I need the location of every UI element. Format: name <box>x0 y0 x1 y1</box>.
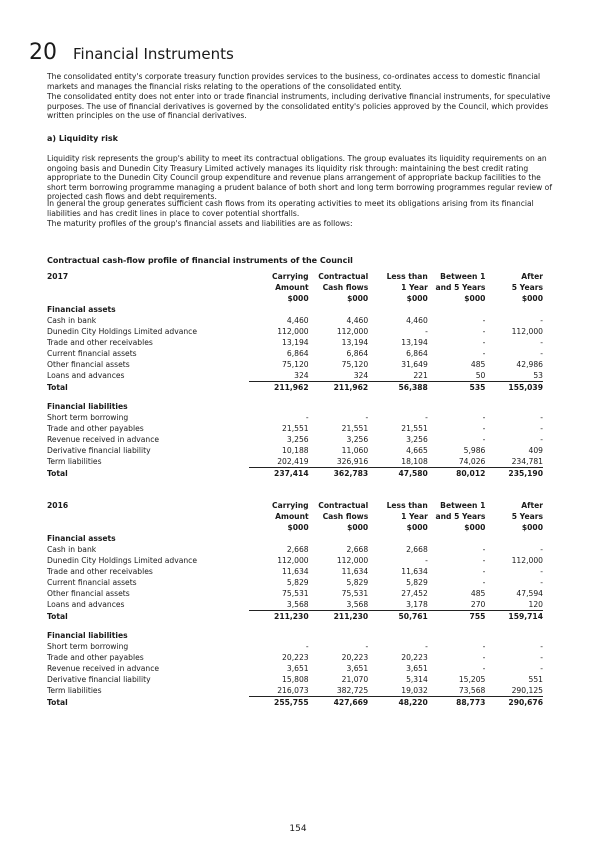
header-row-3 <box>47 522 543 533</box>
col-unit: $000 <box>464 294 486 303</box>
value-cell: 75,531 <box>341 589 369 598</box>
col-unit: $000 <box>521 523 543 532</box>
value-cell: - <box>482 653 486 662</box>
value-cell: 3,651 <box>406 664 428 673</box>
value-cell: 13,194 <box>401 338 428 347</box>
col-unit: $000 <box>406 294 428 303</box>
col-header: Cash flows <box>322 512 369 521</box>
total-cell: 155,039 <box>508 383 543 392</box>
value-cell: 15,808 <box>282 675 309 684</box>
table-2017 <box>47 271 543 479</box>
value-cell: - <box>425 642 428 651</box>
value-cell: - <box>482 556 486 565</box>
row-label: Cash in bank <box>47 316 97 325</box>
value-cell: - <box>540 567 543 576</box>
table-row <box>47 423 543 434</box>
total-cell: 255,755 <box>274 698 309 707</box>
value-cell: 50 <box>428 370 486 382</box>
table-row <box>47 577 543 588</box>
col-unit: $000 <box>464 523 486 532</box>
value-cell: 551 <box>528 675 543 684</box>
value-cell: - <box>540 653 543 662</box>
col-header: Less than <box>386 501 428 510</box>
value-cell: 216,073 <box>249 685 309 697</box>
row-label: Current financial assets <box>47 578 137 587</box>
value-cell: 2,668 <box>406 545 428 554</box>
col-unit: $000 <box>347 294 369 303</box>
total-label: Total <box>47 468 68 478</box>
col-unit: $000 <box>347 523 369 532</box>
value-cell: 11,060 <box>341 446 369 455</box>
value-cell: - <box>482 327 486 336</box>
row-label: Cash in bank <box>47 545 97 554</box>
total-row <box>47 382 543 394</box>
value-cell: 21,551 <box>341 424 369 433</box>
col-header: and 5 Years <box>435 512 486 521</box>
col-header: After <box>521 501 543 510</box>
header-row-2 <box>47 282 543 293</box>
table-2016 <box>47 500 543 708</box>
value-cell: 5,829 <box>346 578 369 587</box>
section-label: Financial liabilities <box>47 631 128 640</box>
value-cell: 3,256 <box>286 435 309 444</box>
value-cell: 485 <box>470 589 486 598</box>
value-cell: - <box>482 338 486 347</box>
row-label: Other financial assets <box>47 360 130 369</box>
page-number: 154 <box>289 824 307 834</box>
row-label: Term liabilities <box>47 457 102 467</box>
value-cell: - <box>425 556 428 565</box>
table-row <box>47 599 543 611</box>
col-header: Between 1 <box>440 501 486 510</box>
value-cell: - <box>540 435 543 444</box>
header-row-1 <box>47 500 543 511</box>
value-cell: 15,205 <box>458 675 486 684</box>
total-cell: 56,388 <box>398 383 428 392</box>
row-label: Derivative financial liability <box>47 446 151 455</box>
value-cell: 326,916 <box>309 456 369 468</box>
row-label: Loans and advances <box>47 600 125 610</box>
section-heading <box>29 40 234 65</box>
table-title: Contractual cash-flow profile of financial instruments of the Council <box>47 256 353 265</box>
table-row <box>47 663 543 674</box>
row-label: Short term borrowing <box>47 413 129 422</box>
value-cell: - <box>482 316 486 325</box>
value-cell: - <box>482 349 486 358</box>
value-cell: - <box>305 413 309 422</box>
value-cell: 120 <box>485 599 543 611</box>
col-header: 1 Year <box>401 512 428 521</box>
total-label: Total <box>47 382 68 392</box>
value-cell: 3,178 <box>368 599 428 611</box>
value-cell: 20,223 <box>282 653 309 662</box>
value-cell: 3,568 <box>249 599 309 611</box>
total-cell: 211,230 <box>274 612 309 621</box>
value-cell: 112,000 <box>511 327 543 336</box>
col-header: Contractual <box>318 272 369 281</box>
total-cell: 211,230 <box>333 612 369 621</box>
value-cell: 75,531 <box>282 589 309 598</box>
value-cell: 324 <box>309 370 369 382</box>
section-row <box>47 304 543 315</box>
row-label: Dunedin City Holdings Limited advance <box>47 556 198 565</box>
value-cell: 75,120 <box>341 360 369 369</box>
section-label: Financial assets <box>47 534 116 543</box>
row-label: Trade and other payables <box>47 424 144 433</box>
table-row <box>47 566 543 577</box>
total-cell: 88,773 <box>456 698 486 707</box>
liquidity-paragraph-3: The maturity profiles of the group's financial assets and liabilities are as follows: <box>47 219 353 228</box>
col-unit: $000 <box>406 523 428 532</box>
value-cell: 4,665 <box>406 446 428 455</box>
col-header: Between 1 <box>440 272 486 281</box>
col-header: 1 Year <box>401 283 428 292</box>
value-cell: - <box>482 664 486 673</box>
value-cell: 21,070 <box>341 675 369 684</box>
value-cell: 10,188 <box>282 446 309 455</box>
table-row <box>47 685 543 697</box>
value-cell: 11,634 <box>341 567 369 576</box>
value-cell: 409 <box>528 446 543 455</box>
col-unit: $000 <box>521 294 543 303</box>
total-cell: 211,962 <box>274 383 309 392</box>
total-label: Total <box>47 697 68 707</box>
value-cell: 11,634 <box>282 567 309 576</box>
row-label: Trade and other receivables <box>47 567 153 576</box>
col-header: Amount <box>275 283 309 292</box>
value-cell: 382,725 <box>309 685 369 697</box>
value-cell: 31,649 <box>401 360 428 369</box>
value-cell: 13,194 <box>282 338 309 347</box>
value-cell: 324 <box>249 370 309 382</box>
value-cell: - <box>482 413 486 422</box>
value-cell: 4,460 <box>406 316 428 325</box>
value-cell: 47,594 <box>516 589 543 598</box>
value-cell: - <box>540 413 543 422</box>
value-cell: - <box>540 338 543 347</box>
total-cell: 290,676 <box>508 698 543 707</box>
value-cell: 4,460 <box>286 316 309 325</box>
total-cell: 50,761 <box>398 612 428 621</box>
value-cell: 4,460 <box>346 316 369 325</box>
value-cell: 18,108 <box>368 456 428 468</box>
table-row <box>47 348 543 359</box>
value-cell: 6,864 <box>406 349 428 358</box>
value-cell: 21,551 <box>282 424 309 433</box>
row-label: Other financial assets <box>47 589 130 598</box>
table-row <box>47 445 543 456</box>
section-row <box>47 393 543 412</box>
total-cell: 362,783 <box>333 469 369 478</box>
value-cell: 3,256 <box>346 435 369 444</box>
col-header: Cash flows <box>322 283 369 292</box>
col-header: Less than <box>386 272 428 281</box>
value-cell: - <box>482 578 486 587</box>
value-cell: 20,223 <box>341 653 369 662</box>
total-cell: 47,580 <box>398 469 428 478</box>
value-cell: - <box>482 567 486 576</box>
total-cell: 427,669 <box>333 698 369 707</box>
intro-paragraph-1: The consolidated entity's corporate treasury function provides services to the business, co-ordinates access to domestic financial markets and manages the financial risks relating to the operations of the consolidated entity. <box>47 72 541 91</box>
value-cell: 112,000 <box>277 327 309 336</box>
value-cell: 5,829 <box>286 578 309 587</box>
value-cell: - <box>425 413 428 422</box>
value-cell: 3,651 <box>346 664 369 673</box>
total-cell: 159,714 <box>508 612 543 621</box>
total-cell: 235,190 <box>508 469 543 478</box>
col-header: After <box>521 272 543 281</box>
value-cell: - <box>540 545 543 554</box>
col-unit: $000 <box>287 523 309 532</box>
table-row <box>47 456 543 468</box>
value-cell: 5,986 <box>463 446 486 455</box>
value-cell: 74,026 <box>428 456 486 468</box>
value-cell: 3,256 <box>406 435 428 444</box>
value-cell: 20,223 <box>401 653 428 662</box>
table-row <box>47 588 543 599</box>
total-cell: 535 <box>469 383 486 392</box>
value-cell: 11,634 <box>401 567 428 576</box>
value-cell: 202,419 <box>249 456 309 468</box>
year-label: 2016 <box>47 501 69 510</box>
table-row <box>47 326 543 337</box>
table-row <box>47 315 543 326</box>
col-header: Carrying <box>272 272 309 281</box>
value-cell: 112,000 <box>336 556 369 565</box>
total-cell: 80,012 <box>456 469 486 478</box>
row-label: Dunedin City Holdings Limited advance <box>47 327 198 336</box>
liquidity-paragraph-1: Liquidity risk represents the group's ability to meet its contractual obligations. The group evaluates its liquidity requirements on an ongoing basis and Dunedin City Treasury Limited actively manages its liquidity risk through: maintaining the best credit rating appropriate to the Dunedin City Council group expenditure and revenue plans arrangement of appropriate backup facilities to the short term borrowing programme managing a prudent balance of both short and long term borrowing programmes regular review of projected cash flows and debt requirements. <box>47 154 552 202</box>
liquidity-paragraph-2: In general the group generates sufficient cash flows from its operating activities to meet its obligations arising from its financial liabilities and has credit lines in place to cover potential shortfalls. <box>47 199 534 218</box>
col-header: Carrying <box>272 501 309 510</box>
row-label: Derivative financial liability <box>47 675 151 684</box>
row-label: Current financial assets <box>47 349 137 358</box>
value-cell: 19,032 <box>368 685 428 697</box>
table-row <box>47 434 543 445</box>
table-row <box>47 337 543 348</box>
col-header: and 5 Years <box>435 283 486 292</box>
value-cell: - <box>482 545 486 554</box>
value-cell: 13,194 <box>341 338 369 347</box>
col-header: Amount <box>275 512 309 521</box>
value-cell: 3,568 <box>309 599 369 611</box>
table-row <box>47 544 543 555</box>
col-header: 5 Years <box>511 512 543 521</box>
value-cell: - <box>305 642 309 651</box>
value-cell: - <box>482 435 486 444</box>
section-title: Financial Instruments <box>73 45 234 63</box>
section-label: Financial liabilities <box>47 402 128 411</box>
total-cell: 211,962 <box>333 383 369 392</box>
value-cell: 485 <box>470 360 486 369</box>
col-header: Contractual <box>318 501 369 510</box>
col-unit: $000 <box>287 294 309 303</box>
section-row <box>47 622 543 641</box>
value-cell: - <box>365 642 369 651</box>
row-label: Short term borrowing <box>47 642 129 651</box>
value-cell: 6,864 <box>346 349 369 358</box>
value-cell: - <box>540 578 543 587</box>
header-row-2 <box>47 511 543 522</box>
section-label: Financial assets <box>47 305 116 314</box>
value-cell: 6,864 <box>286 349 309 358</box>
intro-paragraph-2: The consolidated entity does not enter into or trade financial instruments, including derivative financial instruments, for speculative purposes. The use of financial derivatives is governed by the consolidated entity's policies approved by the Council, which provides written principles on the use of financial derivatives. <box>47 92 551 121</box>
value-cell: 27,452 <box>401 589 428 598</box>
table-row <box>47 555 543 566</box>
table-2017-body <box>47 271 543 479</box>
value-cell: - <box>365 413 369 422</box>
value-cell: 5,829 <box>406 578 428 587</box>
value-cell: 53 <box>485 370 543 382</box>
row-label: Loans and advances <box>47 371 125 381</box>
value-cell: - <box>540 316 543 325</box>
total-cell: 48,220 <box>398 698 428 707</box>
table-row <box>47 652 543 663</box>
value-cell: - <box>540 424 543 433</box>
value-cell: 5,314 <box>406 675 428 684</box>
table-row <box>47 641 543 652</box>
table-row <box>47 674 543 685</box>
table-row <box>47 370 543 382</box>
value-cell: 112,000 <box>277 556 309 565</box>
value-cell: 42,986 <box>516 360 543 369</box>
total-row <box>47 468 543 480</box>
total-row <box>47 697 543 709</box>
total-row <box>47 611 543 623</box>
value-cell: - <box>482 424 486 433</box>
row-label: Term liabilities <box>47 686 102 696</box>
value-cell: 270 <box>428 599 486 611</box>
value-cell: 112,000 <box>511 556 543 565</box>
value-cell: 221 <box>368 370 428 382</box>
row-label: Revenue received in advance <box>47 435 160 444</box>
liquidity-heading: a) Liquidity risk <box>47 134 118 143</box>
value-cell: - <box>425 327 428 336</box>
value-cell: 290,125 <box>485 685 543 697</box>
value-cell: - <box>540 642 543 651</box>
value-cell: - <box>540 349 543 358</box>
table-row <box>47 412 543 423</box>
total-label: Total <box>47 611 68 621</box>
value-cell: 75,120 <box>282 360 309 369</box>
row-label: Trade and other receivables <box>47 338 153 347</box>
row-label: Revenue received in advance <box>47 664 160 673</box>
value-cell: 234,781 <box>485 456 543 468</box>
header-row-1 <box>47 271 543 282</box>
header-row-3 <box>47 293 543 304</box>
section-row <box>47 533 543 544</box>
total-cell: 755 <box>469 612 486 621</box>
year-label: 2017 <box>47 272 69 281</box>
value-cell: 73,568 <box>428 685 486 697</box>
row-label: Trade and other payables <box>47 653 144 662</box>
value-cell: 21,551 <box>401 424 428 433</box>
value-cell: 2,668 <box>286 545 309 554</box>
table-row <box>47 359 543 370</box>
value-cell: 3,651 <box>286 664 309 673</box>
section-number: 20 <box>29 40 57 65</box>
table-2016-body <box>47 500 543 708</box>
value-cell: - <box>482 642 486 651</box>
col-header: 5 Years <box>511 283 543 292</box>
value-cell: 2,668 <box>346 545 369 554</box>
value-cell: - <box>540 664 543 673</box>
value-cell: 112,000 <box>336 327 369 336</box>
total-cell: 237,414 <box>274 469 309 478</box>
